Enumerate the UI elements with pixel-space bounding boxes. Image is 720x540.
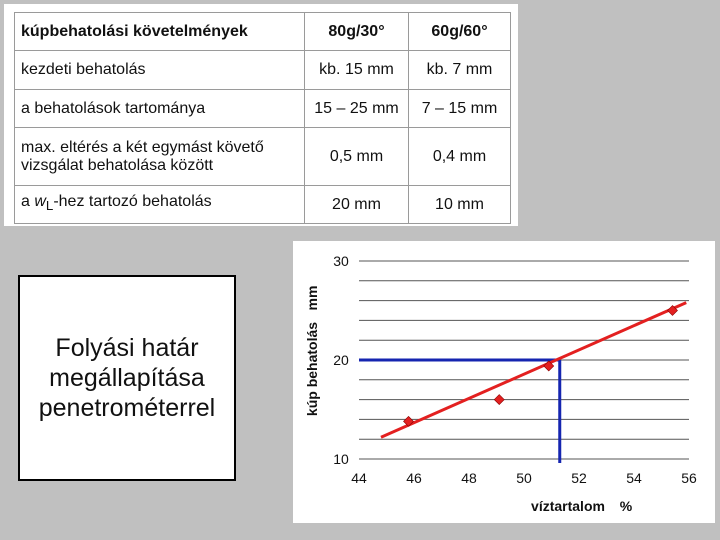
title-box — [18, 275, 236, 481]
y-tick-label: 30 — [333, 253, 349, 269]
data-point — [494, 395, 504, 405]
y-axis-unit: mm — [304, 285, 320, 311]
table-row — [15, 128, 511, 186]
table-cell-label: max. eltérés a két egymást követő vizsgálat behatolása között — [15, 128, 305, 186]
table-cell-value: 20 mm — [305, 186, 409, 224]
requirements-table — [14, 12, 511, 224]
x-tick-label: 46 — [406, 470, 422, 486]
label-subscript: L — [45, 198, 54, 214]
title-text: Folyási határ megállapítása penetrométerrel — [38, 334, 216, 422]
x-tick-label: 44 — [351, 470, 367, 486]
x-tick-label: 54 — [626, 470, 642, 486]
table-cell-value: 10 mm — [409, 186, 511, 224]
guide-layer — [359, 360, 560, 463]
trend-line-layer — [381, 303, 686, 438]
table-row — [15, 90, 511, 128]
table-cell-label: a behatolások tartománya — [15, 90, 305, 128]
table-cell-value: 0,4 mm — [409, 128, 511, 186]
x-tick-label: 50 — [516, 470, 532, 486]
label-variable: w — [34, 193, 46, 211]
y-tick-label: 10 — [333, 451, 349, 467]
table-row — [15, 186, 511, 224]
table-cell-value: kb. 7 mm — [409, 51, 511, 90]
x-axis-label: víztartalom — [531, 498, 605, 514]
table-cell-value: 0,5 mm — [305, 128, 409, 186]
table-cell-label: kezdeti behatolás — [15, 51, 305, 90]
flow-limit-chart — [293, 241, 715, 523]
requirements-panel — [4, 4, 518, 226]
table-header-cell: 80g/30° — [305, 13, 409, 51]
y-tick-label: 20 — [333, 352, 349, 368]
table-cell-value: 7 – 15 mm — [409, 90, 511, 128]
label-prefix: a — [21, 193, 35, 211]
trend-line — [381, 303, 686, 438]
table-cell-label — [15, 186, 305, 224]
tick-label-layer — [333, 253, 697, 486]
table-header-cell: 60g/60° — [409, 13, 511, 51]
table-row — [15, 51, 511, 90]
table-cell-value: 15 – 25 mm — [305, 90, 409, 128]
y-axis-label: kúp behatolás — [304, 321, 320, 417]
table-header-cell: kúpbehatolási követelmények — [15, 13, 305, 51]
x-tick-label: 48 — [461, 470, 477, 486]
table-cell-value: kb. 15 mm — [305, 51, 409, 90]
x-tick-label: 52 — [571, 470, 587, 486]
x-tick-label: 56 — [681, 470, 697, 486]
x-axis-unit: % — [619, 498, 633, 514]
chart-panel — [293, 241, 715, 523]
table-header-row — [15, 13, 511, 51]
label-suffix: -hez tartozó behatolás — [53, 193, 212, 211]
